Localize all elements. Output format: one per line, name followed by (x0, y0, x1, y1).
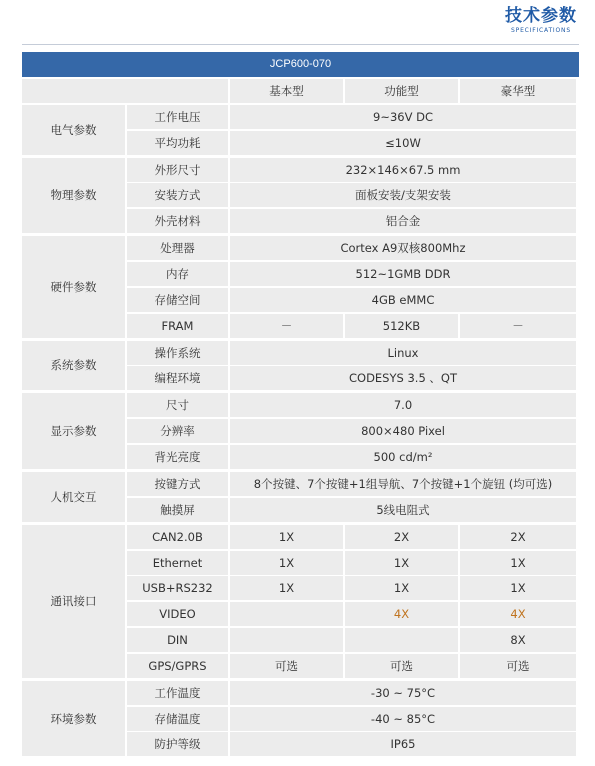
row-label-cell: 处理器 (127, 236, 228, 260)
value-cell: 1X (230, 551, 343, 575)
table-row (127, 707, 579, 731)
row-label-cell: 外壳材料 (127, 209, 228, 233)
group-category-cell: 通讯接口 (22, 525, 125, 678)
value-cell-merged: 512~1GMB DDR (230, 262, 576, 286)
value-cell: 1X (230, 576, 343, 600)
value-cell-merged: ≤10W (230, 131, 576, 155)
value-cell: 可选 (460, 654, 576, 678)
group-category-cell: 环境参数 (22, 681, 125, 757)
table-row (127, 654, 579, 678)
table-row (127, 366, 579, 390)
group-category-cell: 显示参数 (22, 393, 125, 469)
value-cell: 1X (460, 551, 576, 575)
column-header-row (22, 79, 579, 103)
value-cell: 1X (460, 576, 576, 600)
table-row (127, 131, 579, 155)
table-row (127, 498, 579, 522)
value-cell-merged: 铝合金 (230, 209, 576, 233)
spec-groups (22, 105, 579, 757)
row-label-cell: 内存 (127, 262, 228, 286)
value-cell-merged: -30 ~ 75°C (230, 681, 576, 705)
value-cell: 4X (460, 602, 576, 626)
column-header-deluxe: 豪华型 (460, 79, 576, 103)
row-label-cell: 编程环境 (127, 366, 228, 390)
spec-group (22, 236, 579, 337)
table-row (127, 183, 579, 207)
table-row (127, 628, 579, 652)
row-label-cell: 尺寸 (127, 393, 228, 417)
section-header (505, 6, 577, 34)
spec-group (22, 525, 579, 678)
value-cell-merged: 4GB eMMC (230, 288, 576, 312)
row-label-cell: 背光亮度 (127, 445, 228, 469)
value-cell-merged: CODESYS 3.5 、QT (230, 366, 576, 390)
column-header-basic: 基本型 (230, 79, 343, 103)
value-cell-merged: -40 ~ 85°C (230, 707, 576, 731)
group-category-cell: 物理参数 (22, 158, 125, 234)
table-row (127, 236, 579, 260)
row-label-cell: 存储温度 (127, 707, 228, 731)
section-subtitle: SPECIFICATIONS (511, 27, 571, 34)
row-label-cell: 平均功耗 (127, 131, 228, 155)
value-cell (230, 602, 343, 626)
value-cell (345, 628, 458, 652)
row-label-cell: 分辨率 (127, 419, 228, 443)
spec-group (22, 472, 579, 522)
row-label-cell: 触摸屏 (127, 498, 228, 522)
value-cell: 2X (345, 525, 458, 549)
table-row (127, 445, 579, 469)
table-row (127, 576, 579, 600)
value-cell: 4X (345, 602, 458, 626)
spec-group (22, 393, 579, 469)
value-cell: 1X (345, 576, 458, 600)
group-category-cell: 系统参数 (22, 341, 125, 391)
table-row (127, 551, 579, 575)
value-cell: － (230, 314, 343, 338)
value-cell-merged: 8个按键、7个按键+1组导航、7个按键+1个旋钮 (均可选) (230, 472, 576, 496)
group-category-cell: 人机交互 (22, 472, 125, 522)
row-label-cell: Ethernet (127, 551, 228, 575)
table-row (127, 105, 579, 129)
value-cell (230, 628, 343, 652)
row-label-cell: 安装方式 (127, 183, 228, 207)
row-label-cell: 工作温度 (127, 681, 228, 705)
value-cell: 1X (230, 525, 343, 549)
row-label-cell: 防护等级 (127, 732, 228, 756)
value-cell-merged: 232×146×67.5 mm (230, 158, 576, 182)
table-row (127, 525, 579, 549)
value-cell-merged: IP65 (230, 732, 576, 756)
model-title-bar: JCP600-070 (22, 52, 579, 77)
table-row (127, 732, 579, 756)
group-category-cell: 电气参数 (22, 105, 125, 155)
value-cell-merged: 800×480 Pixel (230, 419, 576, 443)
header-divider (22, 44, 579, 45)
table-row (127, 288, 579, 312)
row-label-cell: DIN (127, 628, 228, 652)
row-label-cell: 按键方式 (127, 472, 228, 496)
table-row (127, 158, 579, 182)
section-title: 技术参数 (505, 6, 577, 26)
group-category-cell: 硬件参数 (22, 236, 125, 337)
row-label-cell: 存储空间 (127, 288, 228, 312)
value-cell: 可选 (230, 654, 343, 678)
spec-table (22, 79, 579, 759)
value-cell-merged: 9~36V DC (230, 105, 576, 129)
spec-group (22, 341, 579, 391)
row-label-cell: CAN2.0B (127, 525, 228, 549)
row-label-cell: GPS/GPRS (127, 654, 228, 678)
value-cell: 2X (460, 525, 576, 549)
header-blank-cell (22, 79, 228, 103)
table-row (127, 419, 579, 443)
value-cell-merged: 7.0 (230, 393, 576, 417)
value-cell: 可选 (345, 654, 458, 678)
value-cell-merged: Linux (230, 341, 576, 365)
value-cell: 1X (345, 551, 458, 575)
value-cell-merged: 面板安装/支架安装 (230, 183, 576, 207)
table-row (127, 209, 579, 233)
row-label-cell: 工作电压 (127, 105, 228, 129)
table-row (127, 393, 579, 417)
table-row (127, 472, 579, 496)
spec-group (22, 681, 579, 757)
value-cell-merged: 500 cd/m² (230, 445, 576, 469)
row-label-cell: VIDEO (127, 602, 228, 626)
spec-group (22, 158, 579, 234)
table-row (127, 262, 579, 286)
value-cell-merged: Cortex A9双核800Mhz (230, 236, 576, 260)
spec-group (22, 105, 579, 155)
row-label-cell: FRAM (127, 314, 228, 338)
table-row (127, 602, 579, 626)
row-label-cell: 操作系统 (127, 341, 228, 365)
column-header-functional: 功能型 (345, 79, 458, 103)
table-row (127, 341, 579, 365)
row-label-cell: 外形尺寸 (127, 158, 228, 182)
value-cell: 512KB (345, 314, 458, 338)
table-row (127, 681, 579, 705)
value-cell: 8X (460, 628, 576, 652)
table-row (127, 314, 579, 338)
value-cell-merged: 5线电阻式 (230, 498, 576, 522)
row-label-cell: USB+RS232 (127, 576, 228, 600)
value-cell: － (460, 314, 576, 338)
